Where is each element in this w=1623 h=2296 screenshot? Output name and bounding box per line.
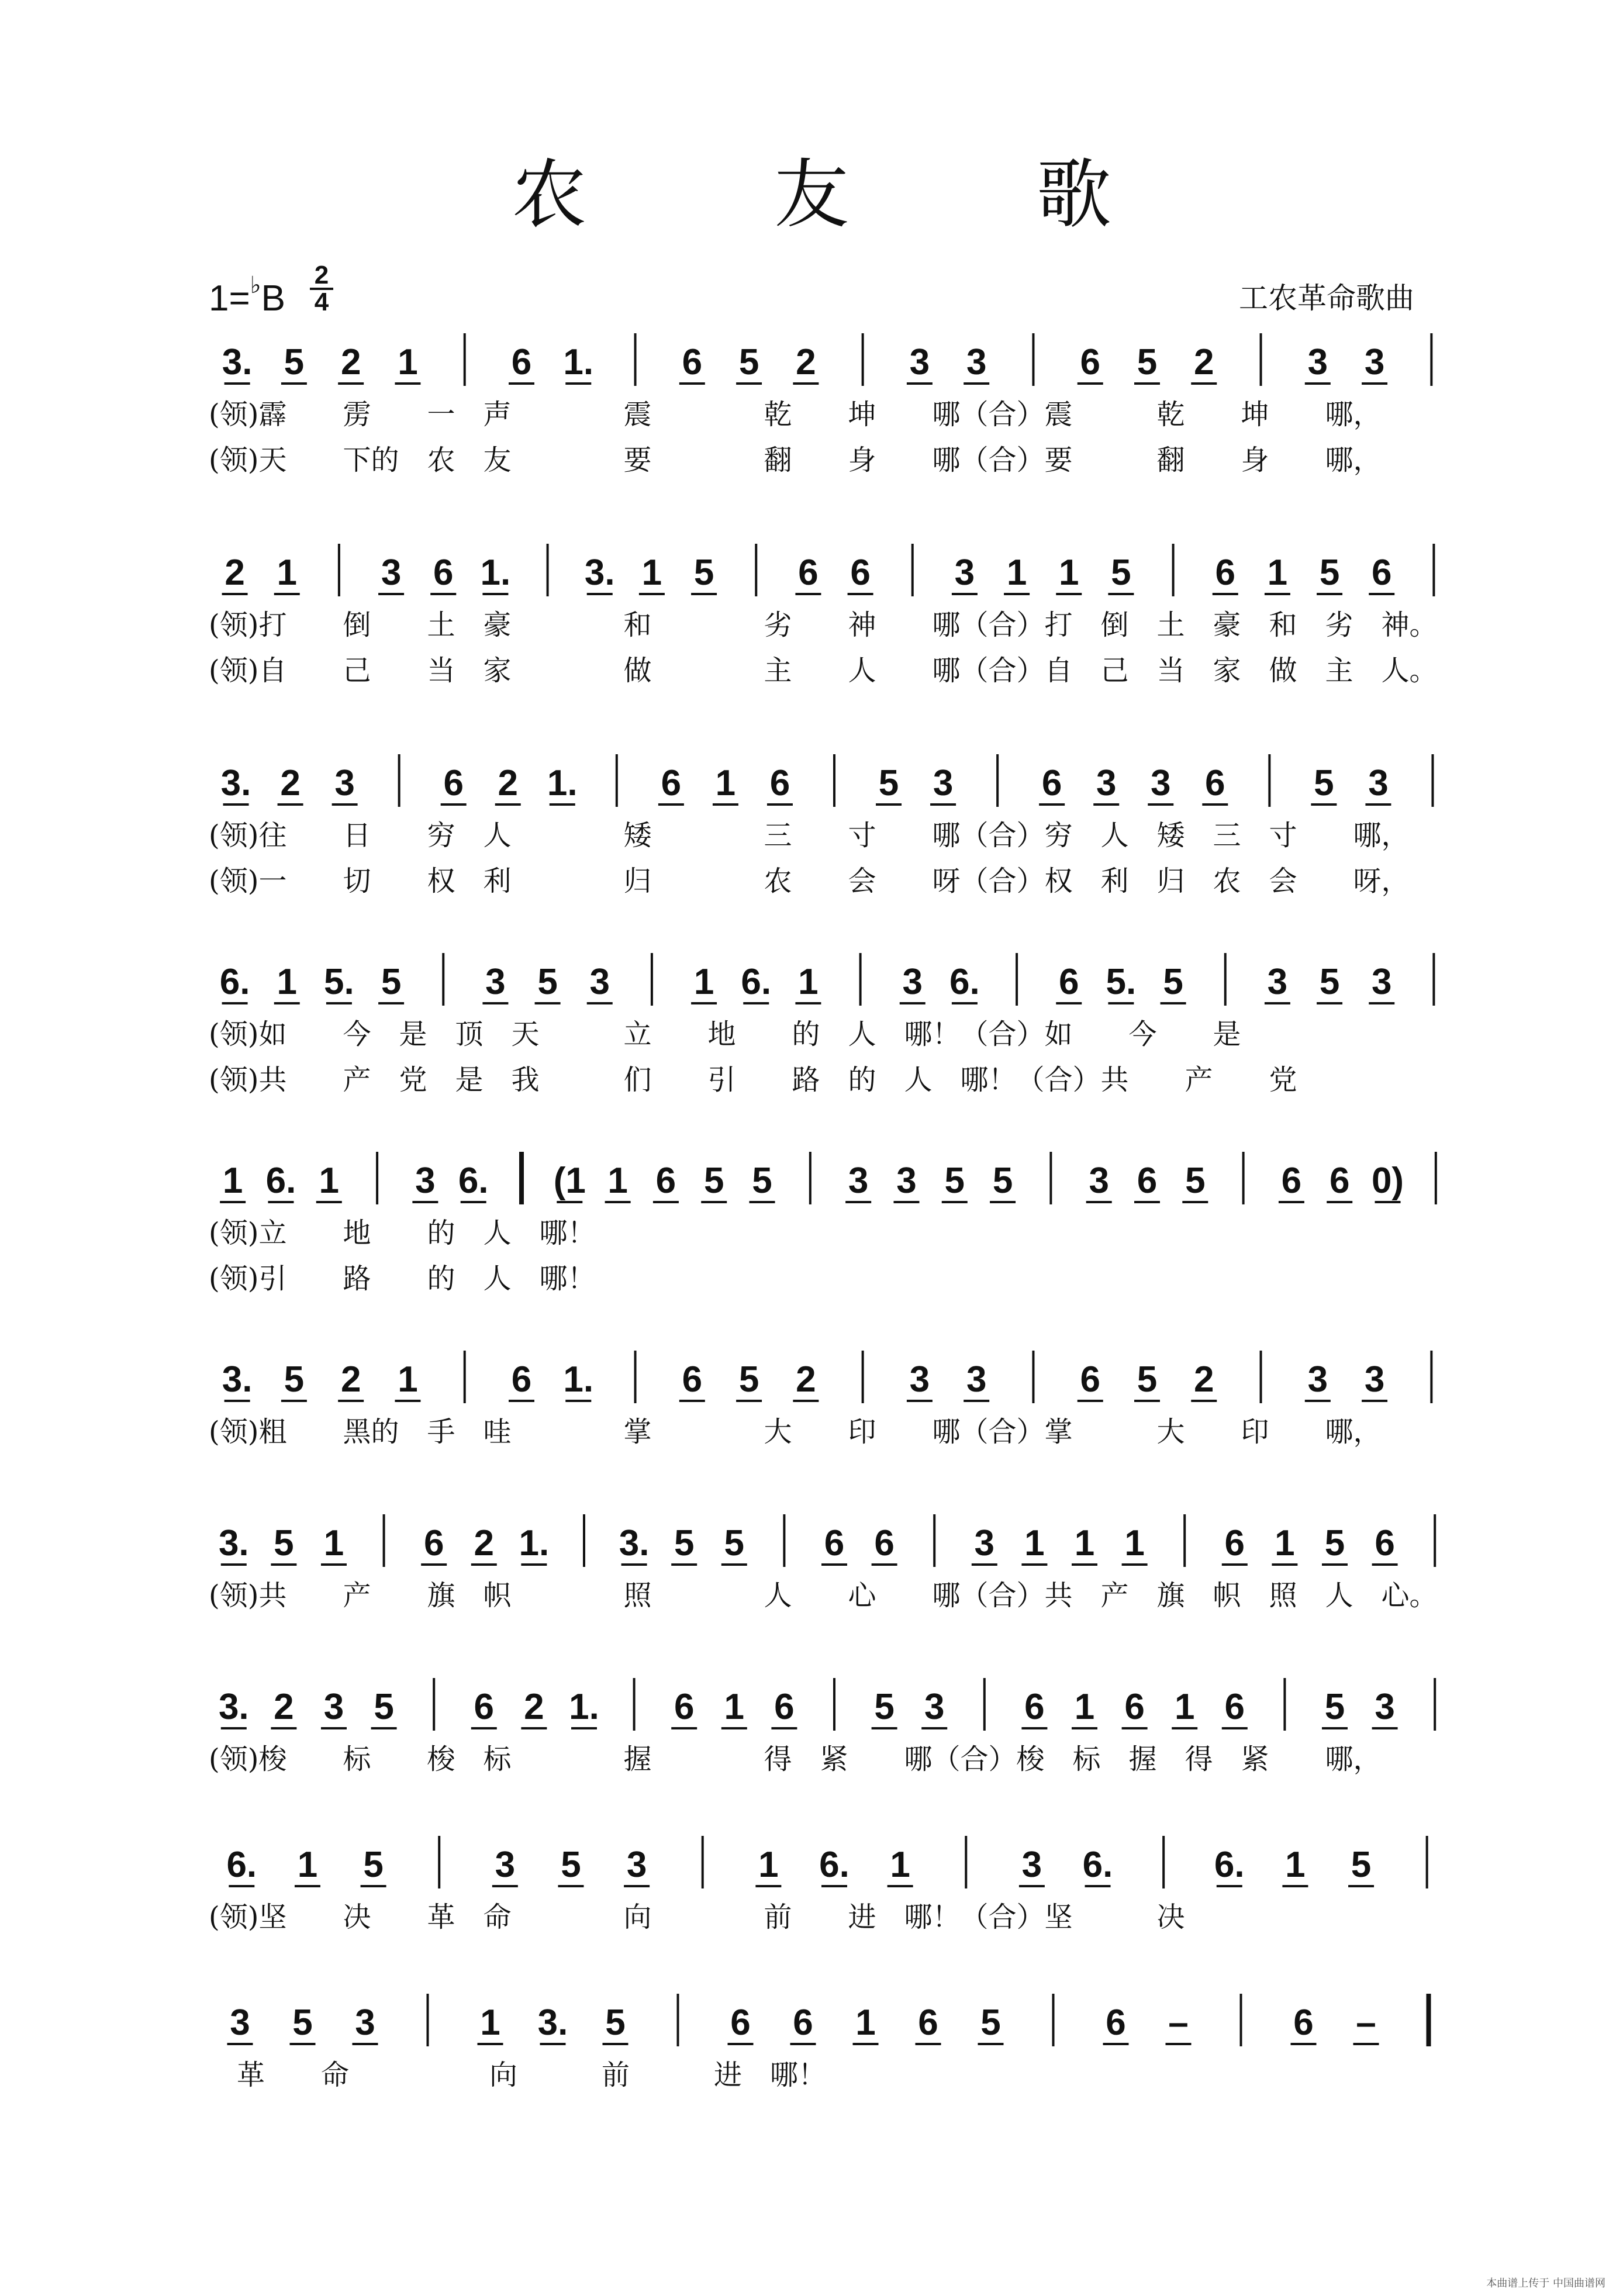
note: 3 — [902, 962, 923, 1002]
note: 6 — [1215, 553, 1235, 593]
note: 5 — [1185, 1161, 1206, 1201]
note: 6 — [1375, 1523, 1395, 1563]
note: 6 — [1124, 1687, 1145, 1727]
note: 1. — [519, 1523, 550, 1563]
note: 6 — [474, 1687, 495, 1727]
note: 2 — [524, 1687, 544, 1727]
note: 6 — [1224, 1523, 1245, 1563]
note: 1 — [1059, 553, 1079, 593]
note: 2 — [225, 553, 245, 593]
note: 3 — [1089, 1161, 1109, 1201]
notation-svg — [209, 538, 1460, 602]
note: 1 — [1024, 1523, 1045, 1563]
score-line — [209, 748, 1460, 904]
score-line — [209, 1508, 1460, 1618]
note: 5 — [738, 342, 759, 382]
note: 1 — [1074, 1687, 1095, 1727]
lyric-row: (领)打 倒 土 豪 和 劣 神 哪（合）打 倒 土 豪 和 劣 神。 — [209, 609, 1438, 641]
note: 3 — [1364, 1359, 1385, 1400]
note: 3 — [954, 553, 975, 593]
note: 5 — [1324, 1687, 1345, 1727]
note: 3 — [1096, 763, 1117, 803]
note: 5 — [1319, 962, 1340, 1002]
notation-row — [209, 748, 1460, 813]
note: 5 — [1163, 962, 1183, 1002]
note: 5 — [1324, 1523, 1345, 1563]
note: 3 — [415, 1161, 436, 1201]
notation-row — [209, 1345, 1460, 1409]
note: 6 — [918, 2002, 938, 2043]
note: 2 — [340, 1359, 361, 1400]
note: 1 — [724, 1687, 745, 1727]
key-note: B — [261, 278, 285, 319]
time-signature — [310, 261, 333, 316]
note: 6 — [1281, 1161, 1302, 1201]
score-line — [209, 947, 1460, 1103]
note: 6 — [682, 1359, 703, 1400]
lyric-row: (领)共 产 党 是 我 们 引 路 的 人 哪！（合）共 产 党 — [209, 1064, 1297, 1096]
lyric-row: (领)立 地 的 人 哪！ — [209, 1217, 596, 1249]
note: 1 — [398, 342, 418, 382]
notation-svg — [209, 748, 1460, 813]
note: 5 — [703, 1161, 724, 1201]
lyric-row: (领)坚 决 革 命 向 前 进 哪！（合）坚 决 — [209, 1901, 1185, 1934]
note: 1 — [1074, 1523, 1095, 1563]
note: 3. — [537, 2002, 568, 2043]
note: 5 — [561, 1845, 581, 1885]
note: 3. — [218, 1523, 249, 1563]
note: 6 — [433, 553, 454, 593]
note: 1 — [323, 1523, 344, 1563]
meter-bottom: 4 — [314, 288, 329, 316]
lyric-row: (领)共 产 旗 帜 照 人 心 哪（合）共 产 旗 帜 照 人 心。 — [209, 1579, 1438, 1612]
note: 5 — [1137, 1359, 1158, 1400]
notation-row — [209, 327, 1460, 392]
note: 3 — [381, 553, 402, 593]
note: 1 — [1174, 1687, 1195, 1727]
notation-svg — [209, 1672, 1460, 1736]
notation-row — [209, 1672, 1460, 1736]
note: 6 — [1329, 1161, 1350, 1201]
score-line — [209, 1345, 1460, 1455]
note: 5 — [381, 962, 402, 1002]
note: 3 — [933, 763, 954, 803]
note: 1 — [297, 1845, 318, 1885]
note: 6 — [1205, 763, 1225, 803]
notation-svg — [209, 327, 1460, 392]
note: 5 — [992, 1161, 1013, 1201]
note: 5 — [724, 1523, 745, 1563]
notation-svg — [209, 1508, 1460, 1573]
lyric-row: (领)一 切 权 利 归 农 会 呀（合）权 利 归 农 会 呀， — [209, 865, 1410, 897]
note: 3 — [1375, 1687, 1395, 1727]
note: 6 — [1041, 763, 1062, 803]
note: 5 — [1137, 342, 1158, 382]
note: – — [1168, 2002, 1189, 2043]
note: 3. — [222, 342, 253, 382]
note: 6 — [769, 763, 790, 803]
note: 5 — [605, 2002, 626, 2043]
note: 3 — [230, 2002, 250, 2043]
score-line — [209, 1672, 1460, 1782]
lyric-row: (领)天 下的 农 友 要 翻 身 哪（合）要 翻 身 哪， — [209, 444, 1382, 477]
note: (1 — [553, 1161, 586, 1201]
lyric-row: (领)梭 标 梭 标 握 得 紧 哪（合）梭 标 握 得 紧 哪， — [209, 1743, 1382, 1776]
note: 3 — [589, 962, 610, 1002]
notation-svg — [209, 1830, 1460, 1894]
note: 3 — [974, 1523, 995, 1563]
note: 5. — [324, 962, 354, 1002]
note: 1 — [277, 962, 297, 1002]
note: 5 — [274, 1523, 294, 1563]
key-signature — [209, 272, 285, 319]
notation-row — [209, 1508, 1460, 1573]
note: 1 — [1124, 1523, 1145, 1563]
note: 1 — [1267, 553, 1288, 593]
note: 6. — [226, 1845, 257, 1885]
note: 6 — [1024, 1687, 1045, 1727]
note: 1. — [547, 763, 578, 803]
note: 3 — [909, 1359, 930, 1400]
note: 6. — [1214, 1845, 1245, 1885]
note: 1 — [693, 962, 714, 1002]
note: 6. — [741, 962, 772, 1002]
footer-credit: 本曲谱上传于 中国曲谱网 — [1486, 2277, 1605, 2290]
note: 2 — [796, 1359, 816, 1400]
notation-svg — [209, 1345, 1460, 1409]
notation-svg — [209, 1146, 1460, 1210]
note: 1 — [480, 2002, 500, 2043]
note: 5 — [363, 1845, 384, 1885]
note: 2 — [1194, 342, 1214, 382]
lyric-row: (领)粗 黑的 手 哇 掌 大 印 哪（合）掌 大 印 哪， — [209, 1415, 1382, 1448]
note: 1. — [563, 342, 594, 382]
note: 6 — [1059, 962, 1079, 1002]
score-line — [209, 538, 1460, 693]
note: 6 — [661, 763, 682, 803]
note: 6 — [1372, 553, 1392, 593]
note: 6 — [1106, 2002, 1126, 2043]
note: 5 — [1111, 553, 1131, 593]
lyric-row: (领)霹 雳 一 声 震 乾 坤 哪（合）震 乾 坤 哪， — [209, 398, 1382, 431]
lyric-row: 革 命 向 前 进 哪！ — [209, 2059, 827, 2091]
notation-row — [209, 1830, 1460, 1894]
note: 6 — [423, 1523, 444, 1563]
note: 6 — [1224, 1687, 1245, 1727]
lyric-row: (领)往 日 穷 人 矮 三 寸 哪（合）穷 人 矮 三 寸 哪， — [209, 819, 1410, 852]
note: 3 — [1368, 763, 1389, 803]
note: 6 — [1080, 1359, 1100, 1400]
note: 1 — [1006, 553, 1027, 593]
score-line — [209, 1830, 1460, 1940]
note: 3. — [584, 553, 615, 593]
notation-row — [209, 538, 1460, 602]
note: 1. — [480, 553, 511, 593]
note: 3 — [1364, 342, 1385, 382]
note: 3 — [626, 1845, 647, 1885]
note: 1 — [890, 1845, 910, 1885]
note: 3. — [222, 1359, 253, 1400]
note: 1 — [758, 1845, 779, 1885]
note: 1. — [563, 1359, 594, 1400]
note: 3 — [485, 962, 506, 1002]
note: 5 — [374, 1687, 394, 1727]
song-source: 工农革命歌曲 — [1239, 281, 1414, 315]
notation-row — [209, 1988, 1460, 2052]
notation-row — [209, 947, 1460, 1011]
note: 6 — [674, 1687, 695, 1727]
note: 0) — [1371, 1161, 1404, 1201]
note: 3 — [1307, 342, 1328, 382]
note: 3 — [495, 1845, 516, 1885]
note: 3 — [334, 763, 355, 803]
note: 3 — [1267, 962, 1288, 1002]
note: 6. — [1082, 1845, 1113, 1885]
note: 6. — [819, 1845, 850, 1885]
note: 6. — [219, 962, 250, 1002]
note: 1 — [1275, 1523, 1295, 1563]
note: 3 — [966, 1359, 987, 1400]
note: 2 — [274, 1687, 294, 1727]
notation-svg — [209, 947, 1460, 1011]
lyric-row: (领)引 路 的 人 哪！ — [209, 1262, 596, 1295]
note: 6 — [730, 2002, 751, 2043]
note: 6 — [874, 1523, 895, 1563]
note: 5 — [693, 553, 714, 593]
lyric-row: (领)如 今 是 顶 天 立 地 的 人 哪！（合）如 今 是 — [209, 1018, 1241, 1051]
note: 1 — [222, 1161, 243, 1201]
note: 3 — [966, 342, 987, 382]
note: 5 — [738, 1359, 759, 1400]
note: 1 — [715, 763, 736, 803]
note: 5 — [674, 1523, 695, 1563]
note: 6 — [793, 2002, 813, 2043]
note: 3 — [1372, 962, 1392, 1002]
note: 3. — [619, 1523, 650, 1563]
note: – — [1356, 2002, 1376, 2043]
note: 6 — [511, 1359, 532, 1400]
score-line — [209, 1146, 1460, 1301]
note: 3 — [1021, 1845, 1042, 1885]
note: 6 — [682, 342, 703, 382]
note: 5 — [284, 1359, 305, 1400]
note: 2 — [498, 763, 518, 803]
note: 6 — [850, 553, 871, 593]
note: 1 — [607, 1161, 628, 1201]
note: 3. — [218, 1687, 249, 1727]
note: 3 — [1307, 1359, 1328, 1400]
score-line — [209, 327, 1460, 483]
note: 3 — [896, 1161, 917, 1201]
note: 5 — [1314, 763, 1334, 803]
note: 5. — [1106, 962, 1137, 1002]
note: 6 — [798, 553, 819, 593]
note: 5 — [752, 1161, 772, 1201]
note: 6 — [1293, 2002, 1314, 2043]
key-prefix: 1= — [209, 278, 250, 319]
note: 5 — [878, 763, 899, 803]
notation-svg — [209, 1988, 1460, 2052]
note: 3 — [1151, 763, 1171, 803]
note: 3 — [848, 1161, 869, 1201]
note: 2 — [796, 342, 816, 382]
note: 3 — [909, 342, 930, 382]
note: 5 — [980, 2002, 1001, 2043]
note: 3 — [355, 2002, 375, 2043]
note: 5 — [944, 1161, 965, 1201]
note: 6 — [774, 1687, 795, 1727]
note: 5 — [1319, 553, 1340, 593]
note: 6 — [443, 763, 464, 803]
note: 1 — [798, 962, 819, 1002]
note: 5 — [284, 342, 305, 382]
note: 5 — [537, 962, 558, 1002]
note: 6. — [458, 1161, 489, 1201]
page-title: 农 友 歌 — [512, 151, 1193, 239]
note: 1 — [398, 1359, 418, 1400]
flat-symbol: ♭ — [250, 272, 261, 298]
note: 1 — [1285, 1845, 1306, 1885]
note: 6 — [511, 342, 532, 382]
note: 2 — [280, 763, 301, 803]
note: 1 — [277, 553, 297, 593]
note: 1. — [569, 1687, 599, 1727]
note: 1 — [855, 2002, 876, 2043]
note: 2 — [1194, 1359, 1214, 1400]
note: 6 — [655, 1161, 676, 1201]
note: 5 — [874, 1687, 895, 1727]
note: 3. — [220, 763, 251, 803]
note: 3 — [924, 1687, 945, 1727]
score-line — [209, 1988, 1460, 2098]
note: 6 — [1137, 1161, 1158, 1201]
meter-top: 2 — [314, 261, 329, 289]
note: 5 — [1351, 1845, 1372, 1885]
lyric-row: (领)自 己 当 家 做 主 人 哪（合）自 己 当 家 做 主 人。 — [209, 654, 1438, 687]
note: 2 — [474, 1523, 495, 1563]
note: 1 — [319, 1161, 340, 1201]
note: 2 — [340, 342, 361, 382]
note: 1 — [641, 553, 662, 593]
note: 6. — [265, 1161, 296, 1201]
note: 5 — [292, 2002, 313, 2043]
notation-row — [209, 1146, 1460, 1210]
note: 6 — [1080, 342, 1100, 382]
note: 3 — [323, 1687, 344, 1727]
note: 6 — [824, 1523, 845, 1563]
note: 6. — [949, 962, 980, 1002]
